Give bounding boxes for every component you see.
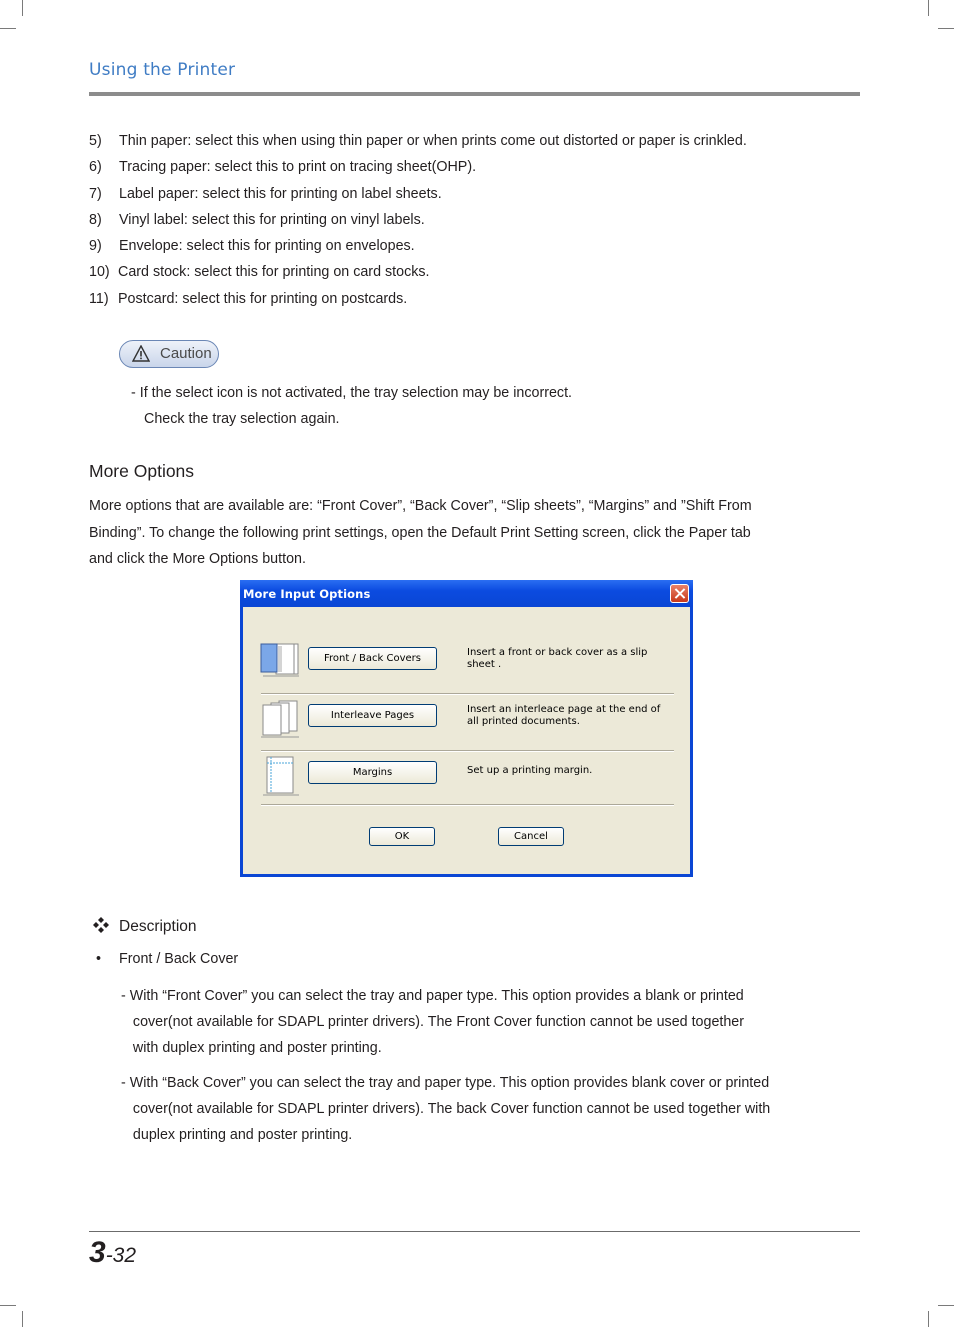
header-rule [89,92,860,96]
dialog-titlebar[interactable] [240,580,693,607]
close-icon[interactable] [670,584,689,603]
option-description-line: Insert an interleace page at the end of [467,704,661,715]
crop-mark [22,1311,23,1327]
interleave-pages-description [467,704,660,728]
paragraph-line: with duplex printing and poster printing. [121,1040,382,1057]
dialog-body [243,607,690,874]
margins-button[interactable]: Margins [308,761,437,784]
intro-paragraph [89,493,809,573]
cancel-button[interactable]: Cancel [498,827,564,846]
paragraph-line: cover(not available for SDAPL printer drivers). The back Cover function cannot be used together with [121,1101,771,1118]
list-item [89,210,829,236]
crop-mark [0,1305,16,1306]
list-item-number: 10) [89,264,110,281]
crop-mark [938,28,954,29]
list-item [89,289,829,315]
list-item-number: 9) [89,238,102,255]
separator [261,804,674,806]
list-item-number: 6) [89,159,102,176]
description-heading-text: Description [119,918,197,935]
paragraph-line: Binding”. To change the following print settings, open the Default Print Setting screen, click the Paper tab [89,524,751,541]
crop-mark [928,0,929,16]
crop-mark [0,28,16,29]
warning-icon [132,345,150,362]
paragraph-line: - With “Front Cover” you can select the tray and paper type. This option provides a blank or printed [121,988,744,1004]
caution-line: Check the tray selection again. [144,411,340,427]
list-item-text: Envelope: select this for printing on envelopes. [119,238,415,255]
caution-label: Caution [160,345,212,362]
back-cover-paragraph [121,1070,821,1149]
list-item-number: 11) [89,290,109,307]
footer-rule [89,1231,860,1232]
front-back-covers-description [467,647,647,671]
section-heading: More Options [89,461,195,481]
interleave-pages-icon [259,699,303,739]
crop-mark [22,0,23,16]
ok-button[interactable]: OK [369,827,435,846]
bullet-item-text: Front / Back Cover [119,951,239,967]
caution-line: - If the select icon is not activated, the tray selection may be incorrect. [131,385,573,401]
front-back-covers-button[interactable]: Front / Back Covers [308,647,437,670]
list-item-text: Card stock: select this for printing on card stocks. [118,264,430,281]
margins-icon [259,756,303,796]
list-item [89,131,829,157]
description-heading [93,917,197,936]
paragraph-line: More options that are available are: “Front Cover”, “Back Cover”, “Slip sheets”, “Margins” and ”Shift From [89,498,752,514]
separator [261,693,674,695]
caution-text [131,380,572,432]
paragraph-line: - With “Back Cover” you can select the tray and paper type. This option provides blank cover or printed [121,1075,770,1091]
front-back-covers-icon [259,642,303,682]
separator [261,750,674,752]
diamond-bullet-icon [93,917,109,933]
list-item [89,262,829,288]
interleave-pages-button[interactable]: Interleave Pages [308,704,437,727]
caution-badge [119,340,219,368]
list-item-text: Label paper: select this for printing on label sheets. [119,185,442,202]
option-description-line: all printed documents. [467,716,580,727]
list-item-text: Postcard: select this for printing on postcards. [118,290,408,307]
option-description-line: Insert a front or back cover as a slip [467,647,648,658]
list-item-number: 7) [89,185,102,202]
paragraph-line: cover(not available for SDAPL printer drivers). The Front Cover function cannot be used together [121,1014,745,1031]
list-item-number: 8) [89,211,102,228]
list-item [89,236,829,262]
page-header-title: Using the Printer [89,60,236,80]
list-item [89,157,829,183]
paragraph-line: duplex printing and poster printing. [121,1127,353,1144]
bullet-dot-icon: • [96,951,102,967]
list-item-text: Thin paper: select this when using thin paper or when prints come out distorted or paper is crinkled. [119,133,747,149]
list-item [89,184,829,210]
more-input-options-dialog [240,580,693,877]
crop-mark [928,1311,929,1327]
list-item-text: Tracing paper: select this to print on tracing sheet(OHP). [119,159,477,176]
bullet-item [96,951,238,967]
page-number [89,1236,136,1270]
page-number-suffix: -32 [105,1244,137,1267]
paper-type-list [89,131,829,315]
paragraph-line: and click the More Options button. [89,551,306,567]
dialog-title: More Input Options [243,587,371,601]
option-description-line: sheet . [467,659,502,670]
list-item-number: 5) [89,133,102,149]
option-description-line: Set up a printing margin. [467,765,593,776]
margins-description [467,765,592,777]
front-cover-paragraph [121,983,821,1062]
crop-mark [938,1305,954,1306]
chapter-number: 3 [89,1236,106,1269]
list-item-text: Vinyl label: select this for printing on vinyl labels. [119,211,425,228]
